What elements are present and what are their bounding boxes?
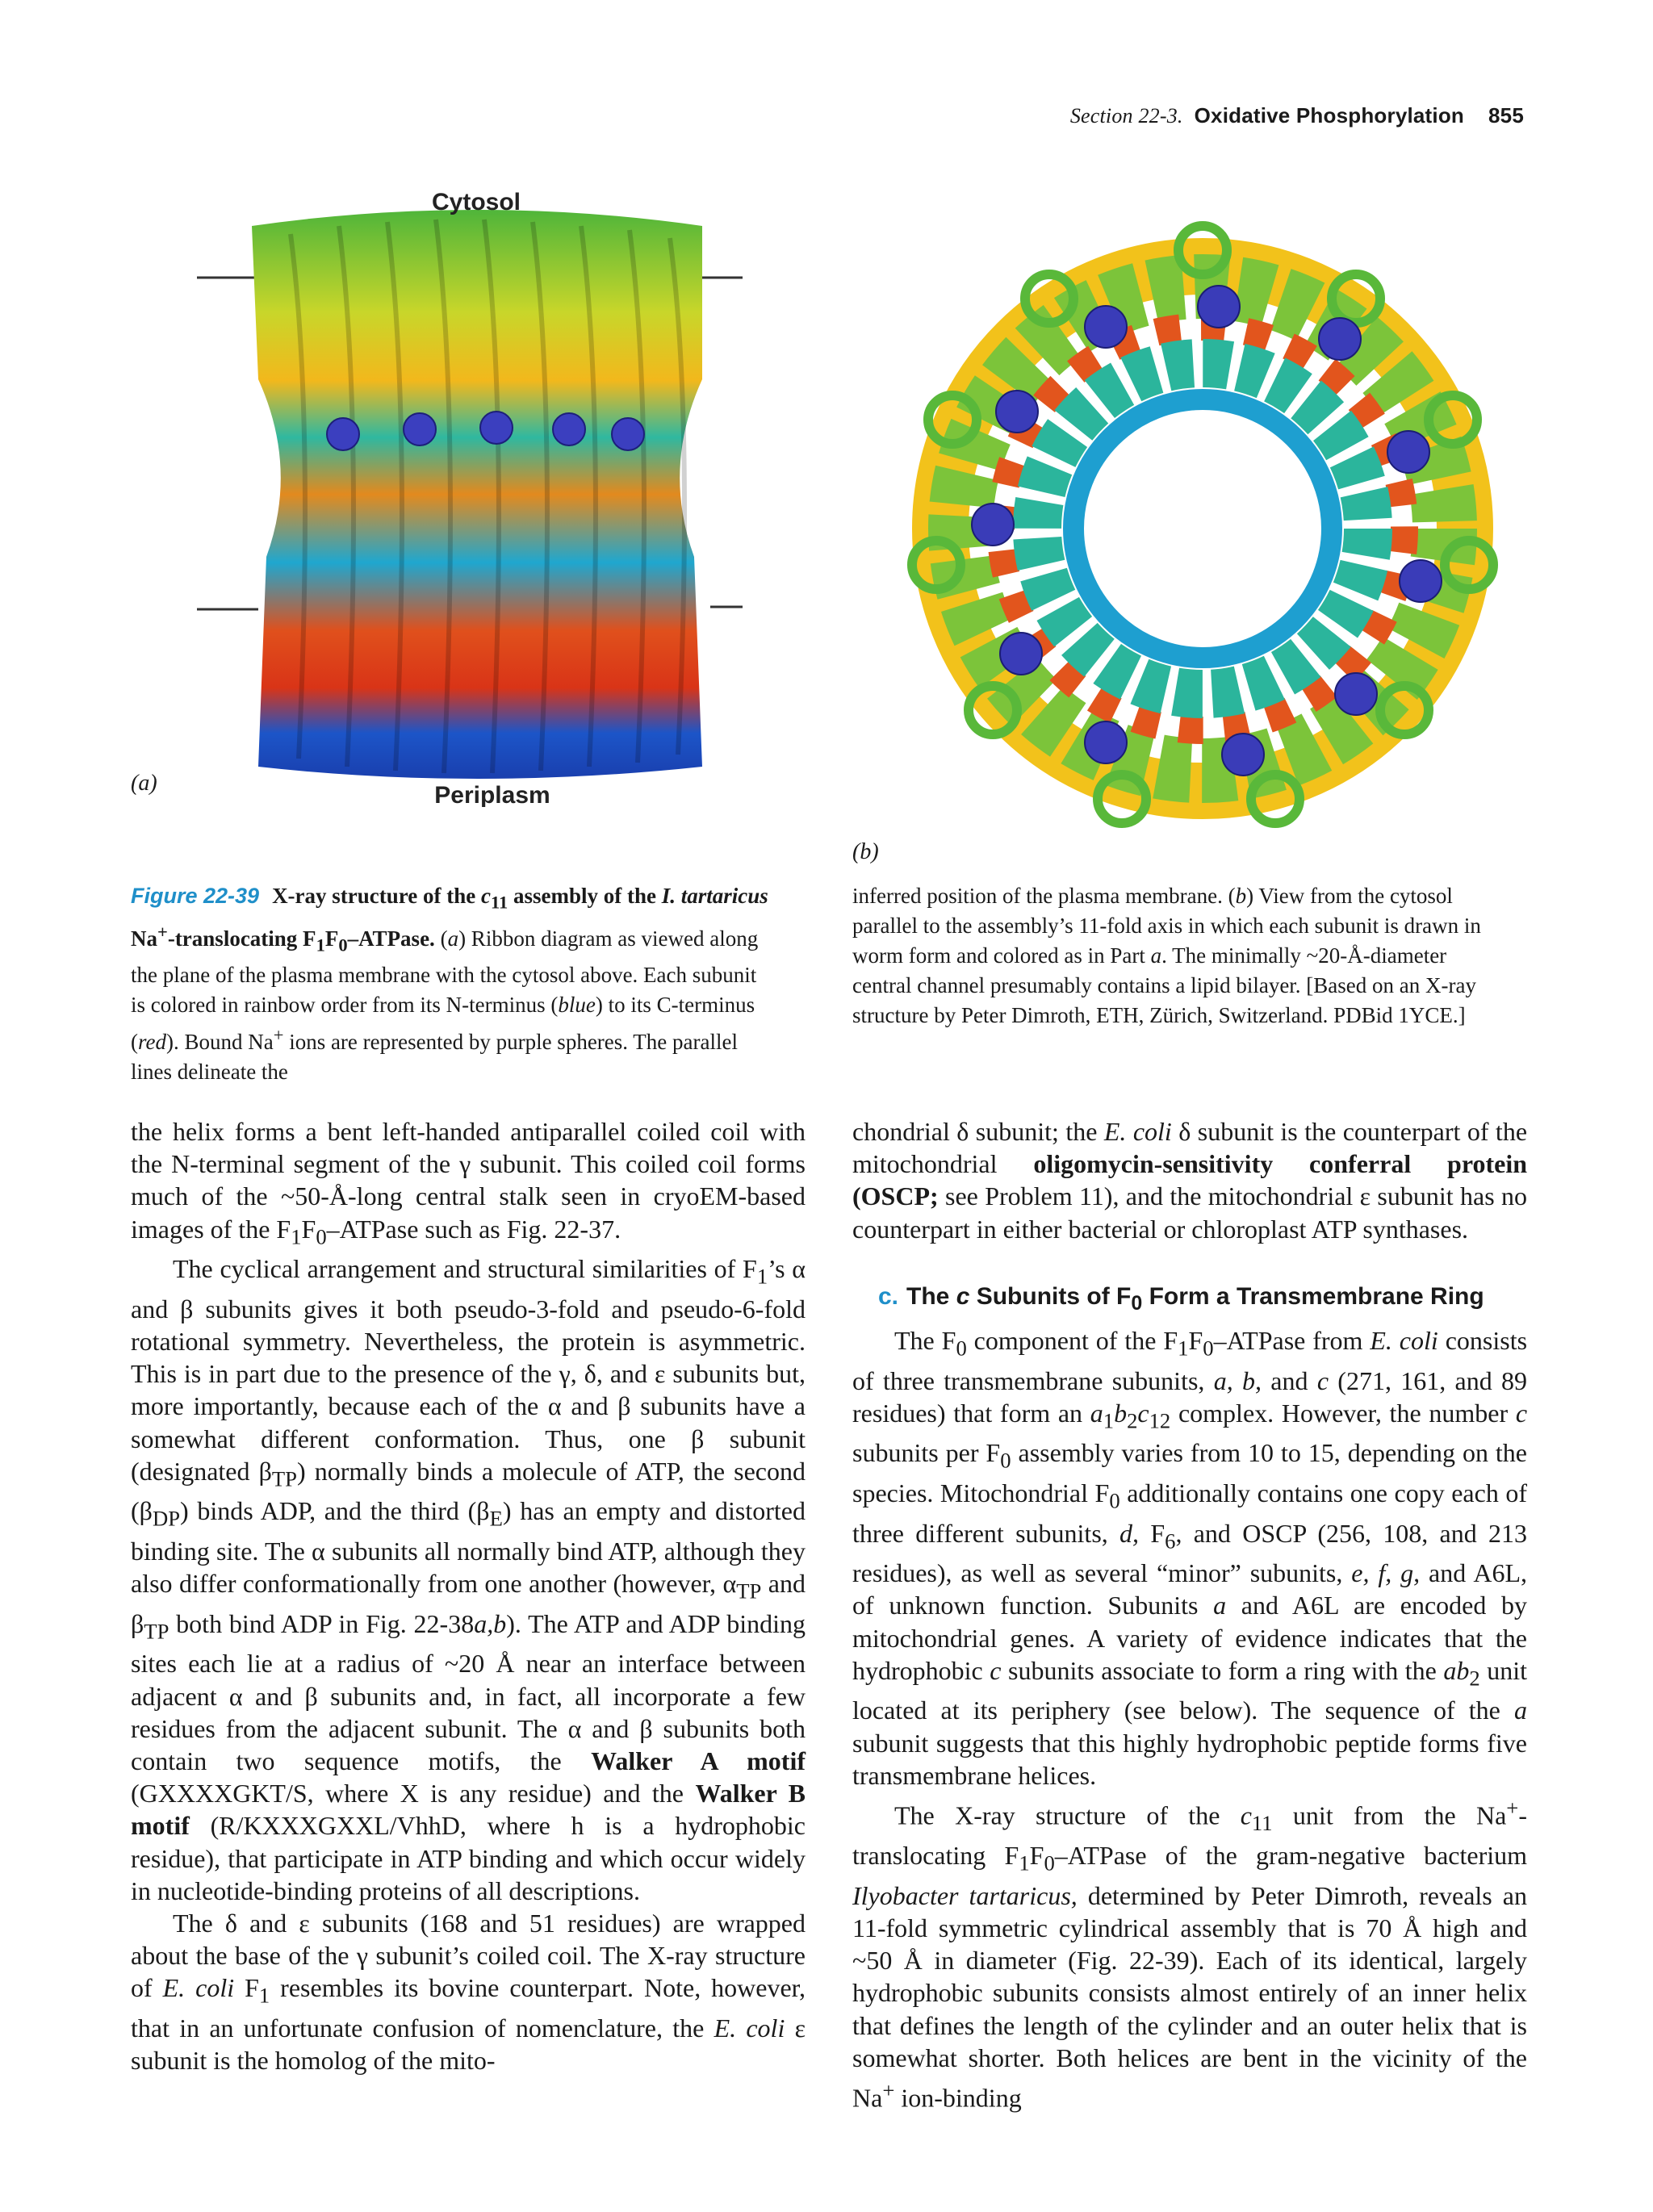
- figure-caption-left: [131, 881, 776, 1087]
- c11-top-view-ring-image: [839, 178, 1550, 880]
- cytosol-label: Cytosol: [431, 189, 521, 215]
- c11-side-view-ribbon-image: [178, 178, 807, 807]
- paragraph: The cyclical arrangement and structural similarities of $F_1’s$ α and β subunits gives it both pseudo-3-fold and pseudo-6-fold rotational symmetry. Nevertheless, the protein is asymmetric. This is in part due to the presence of the γ, δ, and ε subunits but, more importantly, because each of the α and β subunits have a somewhat different conformation. Thus, one β subunit (designated $\beta_{TP}$) normally binds a molecule of ATP, the second $(\beta_{DP})$ binds ADP, and the third $(\beta_E)$ has an empty and distorted binding site. The α subunits all normally bind ATP, although they also differ conformationally from one another (however, $\alpha_{TP}$ and $\beta_{TP}$ both bind ADP in Fig. 22-38a,b). The ATP and ADP binding sites each lie at a radius of ~20 Å near an interface between adjacent α and β subunits and, in fact, all incorporate a few residues from the adjacent subunit. The α and β subunits both contain two sequence motifs, the Walker A motif (GXXXXGKT/S, where X is any residue) and the Walker B motif (R/KXXXGXXL/VhhD, where h is a hydrophobic residue), that participate in ATP binding and which occur widely in nucleotide-binding proteins of all descriptions.: [131, 1254, 806, 1905]
- panel-b-label: (b): [852, 839, 879, 864]
- running-head: [1070, 103, 1524, 128]
- section-subheading: [878, 1281, 1527, 1319]
- body-column-right: [852, 1115, 1527, 2114]
- subheading-letter: c.: [878, 1282, 899, 1310]
- central-channel: [1094, 420, 1312, 638]
- page-number: 855: [1488, 103, 1524, 128]
- paragraph: the helix forms a bent left-handed antiparallel coiled coil with the N-terminal segment of the γ subunit. This coiled coil forms much of the ~50-Å-long central stalk seen in cryoEM-based images of the $F_1F_0$–ATPase such as Fig. 22-37.: [131, 1117, 806, 1248]
- paragraph: The $F_0$ component of the $F_1F_0$–ATPase from E. coli consists of three transmembrane subunits, a, b, and c (271, 161, and 89 residues) that form an $a_1b_2c_{12}$ complex. However, the number c subunits per $F_0$ assembly varies from 10 to 15, depending on the species. Mitochondrial $F_0$ additionally contains one copy each of three different subunits, d, $F_6$, and OSCP (256, 108, and 213 residues), as well as several “minor” subunits, e, f, g, and A6L, of unknown function. Subunits a and A6L are encoded by mitochondrial genes. A variety of evidence indicates that the hydrophobic c subunits associate to form a ring with the $ab_2$ unit located at its periphery (see below). The sequence of the a subunit suggests that this highly hydrophobic peptide forms five transmembrane helices.: [852, 1326, 1528, 1790]
- figure-panel-a: [178, 178, 807, 807]
- paragraph: The δ and ε subunits (168 and 51 residues) are wrapped about the base of the γ subunit’s coiled coil. The X-ray structure of E. coli $F_1$ resembles its bovine counterpart. Note, however, that in an unfortunate confusion of nomenclature, the E. coli ε subunit is the homolog of the mito-: [131, 1909, 806, 2076]
- paragraph: chondrial δ subunit; the E. coli δ subunit is the counterpart of the mitochondrial oligomycin-sensitivity conferral protein (OSCP; see Problem 11), and the mitochondrial ε subunit has no counterpart in either bacterial or chloroplast ATP synthases.: [852, 1117, 1528, 1244]
- section-number: Section 22-3.: [1069, 104, 1183, 128]
- body-column-left: [131, 1115, 806, 2076]
- caption-title: X-ray structure of the $c_{11}$ assembly of the I. tartaricus Na+-translocating $F_1F_0$–ATPase.: [131, 884, 768, 955]
- periplasm-label: Periplasm: [434, 782, 550, 807]
- section-title: Oxidative Phosphorylation: [1194, 103, 1465, 128]
- caption-text-left: (a) Ribbon diagram as viewed along the plane of the plasma membrane with the cytosol above. Each subunit is colored in rainbow order from its N-terminus (blue) to its C-terminus (red). Bound Na+ ions are represented by purple spheres. The parallel lines delineate the: [131, 926, 759, 1084]
- paragraph: The X-ray structure of the $c_{11}$ unit from the Na+-translocating $F_1F_0$–ATPase of the gram-negative bacterium Ilyobacter tartaricus, determined by Peter Dimroth, reveals an 11-fold symmetric cylindrical assembly that is 70 Å high and ~50 Å in diameter (Fig. 22-39). Each of its identical, largely hydrophobic subunits consists almost entirely of an inner helix that defines the length of the cylinder and an outer helix that is somewhat shorter. Both helices are bent in the vicinity of the Na+ ion-binding: [852, 1796, 1528, 2113]
- figure-panel-b: [839, 178, 1550, 880]
- panel-a-label: (a): [131, 771, 157, 796]
- figure-caption-right: inferred position of the plasma membrane. (b) View from the cytosol parallel to the assembly’s 11-fold axis in which each subunit is drawn in worm form and colored as in Part a. The minimally ~20-Å-diameter central channel presumably contains a lipid bilayer. [Based on an X-ray structure by Peter Dimroth, ETH, Zürich, Switzerland. PDBid 1YCE.]: [852, 884, 1481, 1027]
- figure-number: Figure 22-39: [131, 884, 260, 908]
- subheading-text: The c Subunits of $F_0$ Form a Transmembrane Ring: [906, 1282, 1484, 1315]
